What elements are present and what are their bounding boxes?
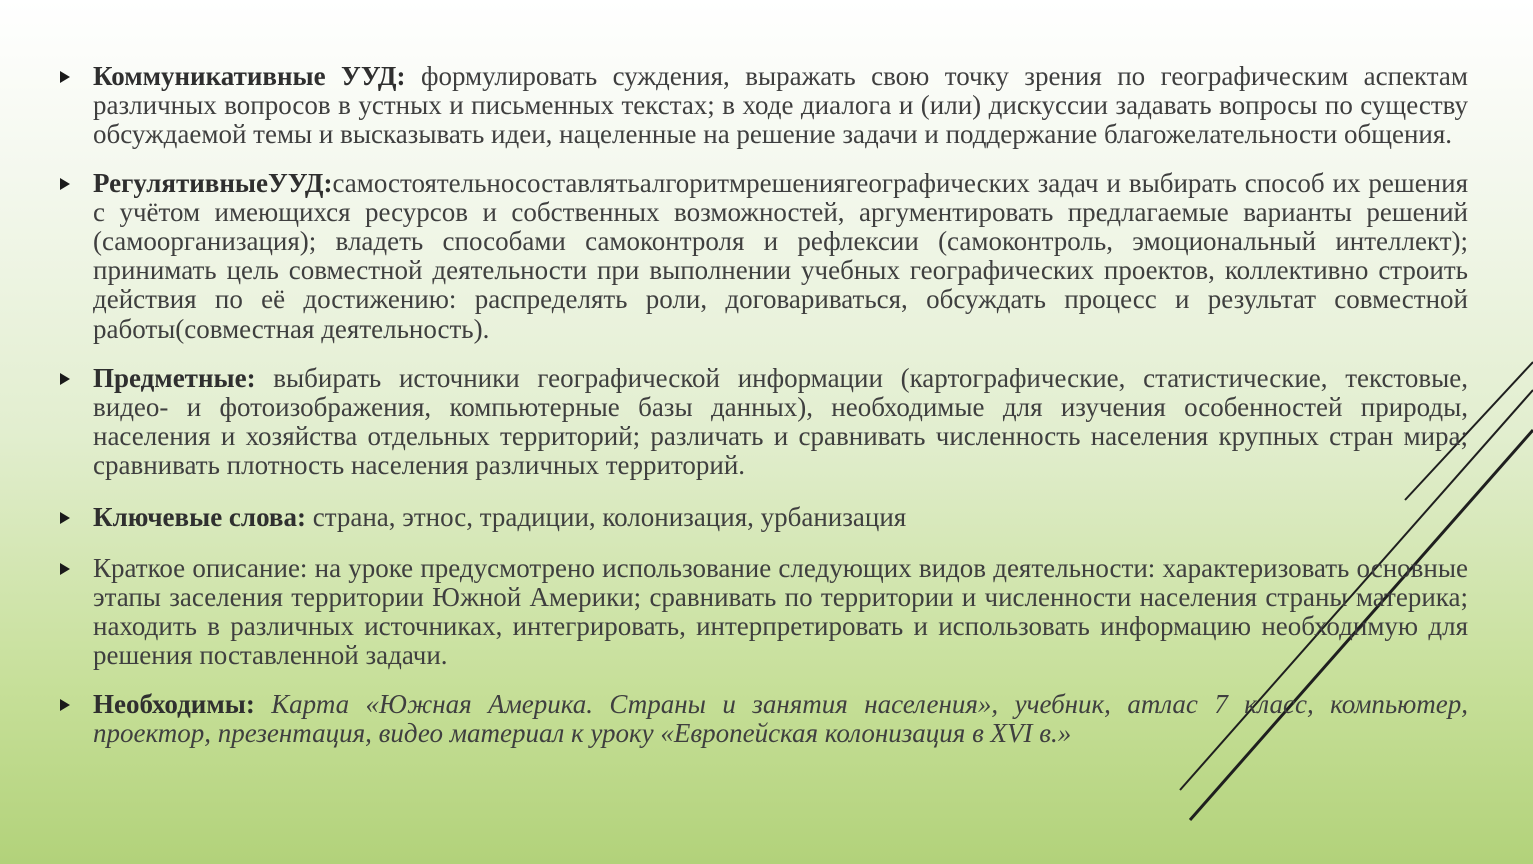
list-item-description [60, 554, 1468, 671]
item-label: Ключевые слова: [93, 501, 306, 532]
bullet-icon [60, 71, 70, 83]
item-label: Предметные: [93, 362, 256, 393]
item-text: выбирать источники географической информации (картографические, статистические, текстовые, видео- и фотоизображения, компьютерные базы данных), необходимые для изучения особенностей природы, населения и хозяйства отдельных территорий; различать и сравнивать численность населения крупных стран мира; сравнивать плотность населения различных территорий. [93, 362, 1468, 481]
item-text: самостоятельносоставлятьалгоритмрешениягеографических задач и выбирать способ их решения с учётом имеющихся ресурсов и собственных возможностей, аргументировать предлагаемые варианты решений (самоорганизация); владеть способами самоконтроля и рефлексии (самоконтроль, эмоциональный интеллект); принимать цель совместной деятельности при выполнении учебных географических проектов, коллективно строить действия по её достижению: распределять роли, договариваться, обсуждать процесс и результат совместной работы(совместная деятельность). [93, 167, 1468, 344]
bullet-icon [60, 563, 70, 575]
item-label: Необходимы: [93, 688, 255, 719]
bullet-list [60, 62, 1468, 767]
item-text: страна, этнос, традиции, колонизация, урбанизация [305, 501, 907, 532]
bullet-icon [60, 512, 70, 524]
bullet-icon [60, 373, 70, 385]
list-item-communicative [60, 62, 1468, 150]
bullet-icon [60, 178, 70, 190]
item-label: РегулятивныеУУД: [93, 167, 333, 198]
item-text: формулировать суждения, выражать свою точку зрения по географическим аспектам различных вопросов в устных и письменных текстах; в ходе диалога и (или) дискуссии задавать вопросы по существу обсуждаемой темы и высказывать идеи, нацеленные на решение задачи и поддержание благожелательности общения. [93, 61, 1468, 150]
list-item-regulatory [60, 169, 1468, 344]
bullet-icon [60, 699, 70, 711]
item-text-italic: Карта «Южная Америка. Страны и занятия населения», учебник, атлас 7 класс, компьютер, проектор, презентация, видео материал к уроку «Европейская колонизация в XVI в.» [93, 688, 1468, 748]
list-item-keywords [60, 503, 1468, 532]
item-text: Краткое описание: на уроке предусмотрено использование следующих видов деятельности: характеризовать основные этапы заселения территории Южной Америки; сравнивать по территории и численности населения страны материка; находить в различных источниках, интегрировать, интерпретировать и использовать информацию необходимую для решения поставленной задачи. [93, 552, 1468, 671]
item-label: Коммуникативные УУД: [93, 61, 406, 91]
list-item-subject [60, 364, 1468, 481]
list-item-required [60, 690, 1468, 748]
